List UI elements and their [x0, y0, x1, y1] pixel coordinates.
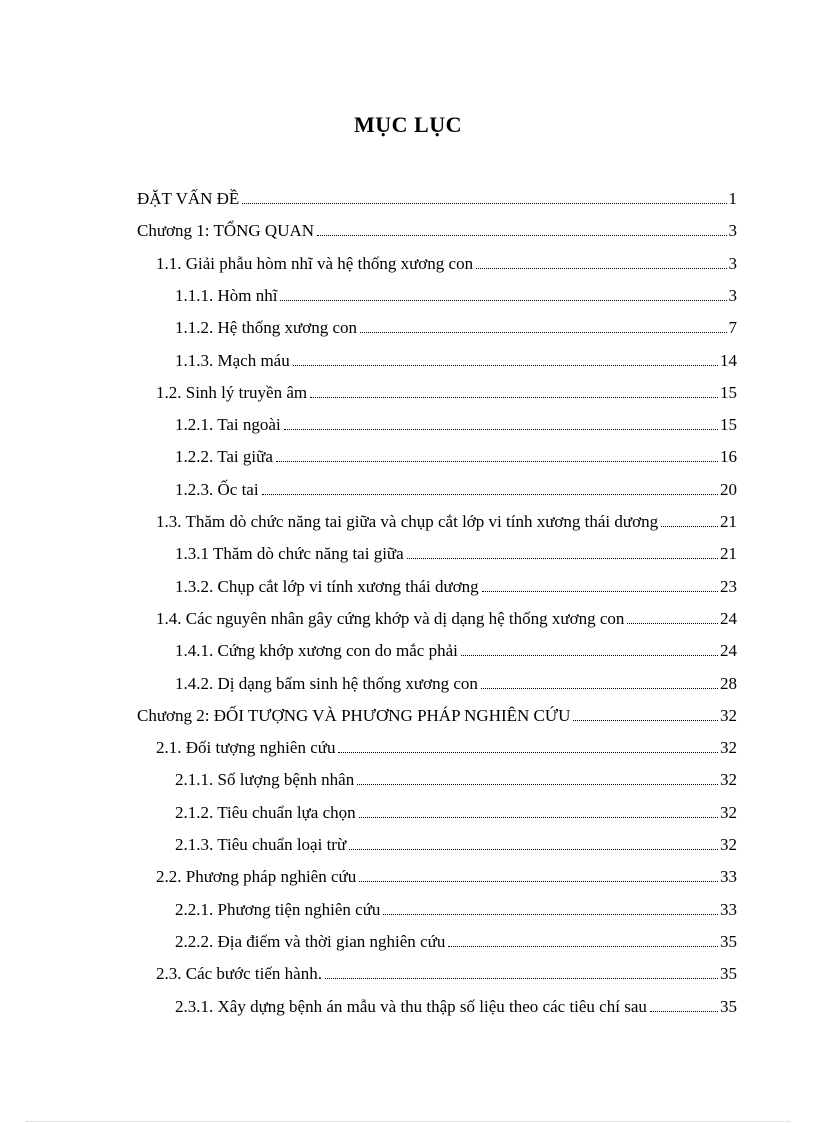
toc-entry-page-number: 32 [720, 705, 737, 725]
toc-entry-page-number: 3 [728, 221, 737, 241]
toc-entry[interactable] [175, 538, 737, 564]
toc-entry-page-number: 20 [720, 479, 737, 499]
toc-dot-leader [325, 958, 718, 979]
toc-entry[interactable] [137, 700, 737, 726]
toc-entry-page-number: 7 [728, 318, 737, 338]
toc-entry-page-number: 32 [720, 835, 737, 854]
toc-entry[interactable] [175, 280, 737, 306]
toc-entry-page-number: 21 [720, 512, 737, 531]
toc-entry[interactable] [156, 248, 737, 274]
toc-entry-page-number: 32 [720, 770, 737, 790]
toc-dot-leader [482, 571, 718, 592]
toc-entry-label: ĐẶT VẤN ĐỀ [137, 189, 240, 208]
toc-dot-leader [476, 248, 726, 269]
toc-entry-page-number: 16 [720, 447, 737, 467]
toc-entry[interactable] [175, 926, 737, 952]
toc-dot-leader [262, 474, 718, 495]
toc-entry[interactable] [175, 829, 737, 855]
toc-entry-page-number: 28 [720, 673, 737, 693]
toc-entry-label: 1.2.1. Tai ngoài [175, 415, 281, 435]
toc-entry[interactable] [137, 183, 737, 209]
toc-entry-label: 1.3.2. Chụp cắt lớp vi tính xương thái dương [175, 576, 479, 596]
toc-dot-leader [310, 377, 718, 398]
toc-entry-page-number: 32 [720, 738, 737, 758]
toc-entry-label: 2.1.3. Tiêu chuẩn loại trừ [175, 835, 347, 854]
toc-entry[interactable] [156, 603, 737, 629]
toc-entry[interactable] [156, 732, 737, 758]
toc-entry[interactable] [175, 668, 737, 694]
toc-dot-leader [383, 894, 718, 915]
toc-dot-leader [448, 926, 718, 947]
page-bottom-divider [26, 1121, 790, 1122]
toc-entry-label: 1.1.2. Hệ thống xương con [175, 318, 358, 338]
toc-dot-leader [317, 215, 726, 236]
toc-entry-label: 1.4. Các nguyên nhân gây cứng khớp và dị dạng hệ thống xương con [156, 608, 625, 628]
toc-dot-leader [481, 668, 718, 689]
toc-entry-page-number: 33 [720, 899, 737, 919]
toc-entry[interactable] [175, 409, 737, 435]
toc-entry[interactable] [175, 474, 737, 500]
toc-entry-label: 1.3. Thăm dò chức năng tai giữa và chụp cắt lớp vi tính xương thái dương [156, 512, 659, 531]
toc-entry[interactable] [137, 215, 737, 241]
toc-entry-page-number: 14 [720, 350, 737, 370]
toc-entry-label: 1.2.2. Tai giữa [175, 447, 273, 467]
toc-entry-label: 2.3.1. Xây dựng bệnh án mẫu và thu thập số liệu theo các tiêu chí sau [175, 996, 647, 1016]
toc-dot-leader [338, 732, 718, 753]
toc-dot-leader [293, 345, 718, 366]
toc-entry-page-number: 3 [728, 253, 737, 273]
toc-entry-page-number: 35 [720, 931, 737, 951]
toc-entry[interactable] [175, 571, 737, 597]
toc-entry-label: 2.3. Các bước tiến hành. [156, 964, 322, 984]
toc-dot-leader [573, 700, 718, 721]
toc-dot-leader [359, 861, 718, 882]
toc-entry-label: 1.3.1 Thăm dò chức năng tai giữa [175, 544, 404, 564]
toc-dot-leader [242, 183, 726, 204]
toc-entry-page-number: 35 [720, 996, 737, 1016]
toc-entry-label: 2.1.2. Tiêu chuẩn lựa chọn [175, 802, 356, 822]
toc-dot-leader [407, 538, 718, 559]
toc-dot-leader [359, 797, 718, 818]
toc-entry-page-number: 23 [720, 576, 737, 596]
toc-entry-page-number: 3 [728, 285, 737, 305]
toc-entry-page-number: 35 [720, 964, 737, 984]
toc-entry-page-number: 33 [720, 867, 737, 887]
toc-dot-leader [661, 506, 718, 527]
page-title: MỤC LỤC [354, 112, 462, 137]
toc-entry-page-number: 24 [720, 608, 737, 628]
toc-entry[interactable] [175, 764, 737, 790]
toc-entry-page-number: 24 [720, 641, 737, 661]
toc-dot-leader [349, 829, 718, 850]
toc-entry[interactable] [175, 894, 737, 920]
toc-entry-label: 1.4.1. Cứng khớp xương con do mắc phải [175, 641, 458, 661]
toc-dot-leader [276, 441, 718, 462]
toc-entry[interactable] [175, 991, 737, 1017]
toc-entry-label: 1.4.2. Dị dạng bẩm sinh hệ thống xương con [175, 673, 478, 693]
toc-dot-leader [461, 635, 718, 656]
toc-entry[interactable] [175, 345, 737, 371]
toc-entry[interactable] [156, 506, 737, 532]
toc-entry[interactable] [175, 635, 737, 661]
toc-entry-label: Chương 2: ĐỐI TƯỢNG VÀ PHƯƠNG PHÁP NGHIÊN CỨU [137, 705, 571, 725]
toc-entry-label: 1.2.3. Ốc tai [175, 479, 259, 499]
toc-entry-page-number: 15 [720, 415, 737, 435]
toc-entry-page-number: 1 [728, 189, 737, 208]
toc-entry-page-number: 21 [720, 544, 737, 564]
toc-entry[interactable] [175, 312, 737, 338]
toc-entry[interactable] [156, 861, 737, 887]
toc-dot-leader [627, 603, 718, 624]
toc-dot-leader [280, 280, 726, 301]
toc-entry-label: 2.2. Phương pháp nghiên cứu [156, 867, 357, 887]
toc-entry-label: 1.1.3. Mạch máu [175, 350, 290, 370]
toc-dot-leader [284, 409, 718, 430]
toc-dot-leader [357, 764, 718, 785]
toc-entry[interactable] [156, 958, 737, 984]
toc-entry-page-number: 32 [720, 802, 737, 822]
toc-entry[interactable] [156, 377, 737, 403]
toc-dot-leader [650, 991, 718, 1012]
toc-entry-label: 1.1.1. Hòm nhĩ [175, 285, 278, 305]
toc-entry-label: 2.1.1. Số lượng bệnh nhân [175, 770, 355, 790]
toc-entry[interactable] [175, 797, 737, 823]
toc-entry-label: 1.1. Giải phẫu hòm nhĩ và hệ thống xương con [156, 253, 474, 273]
toc-entry-label: Chương 1: TỔNG QUAN [137, 221, 315, 241]
toc-entry[interactable] [175, 441, 737, 467]
toc-entry-label: 2.2.1. Phương tiện nghiên cứu [175, 899, 381, 919]
toc-entry-label: 2.2.2. Địa điểm và thời gian nghiên cứu [175, 931, 446, 951]
toc-entry-page-number: 15 [720, 382, 737, 402]
toc-dot-leader [360, 312, 726, 333]
toc-entry-label: 1.2. Sinh lý truyền âm [156, 382, 308, 402]
toc-entry-label: 2.1. Đối tượng nghiên cứu [156, 738, 336, 758]
